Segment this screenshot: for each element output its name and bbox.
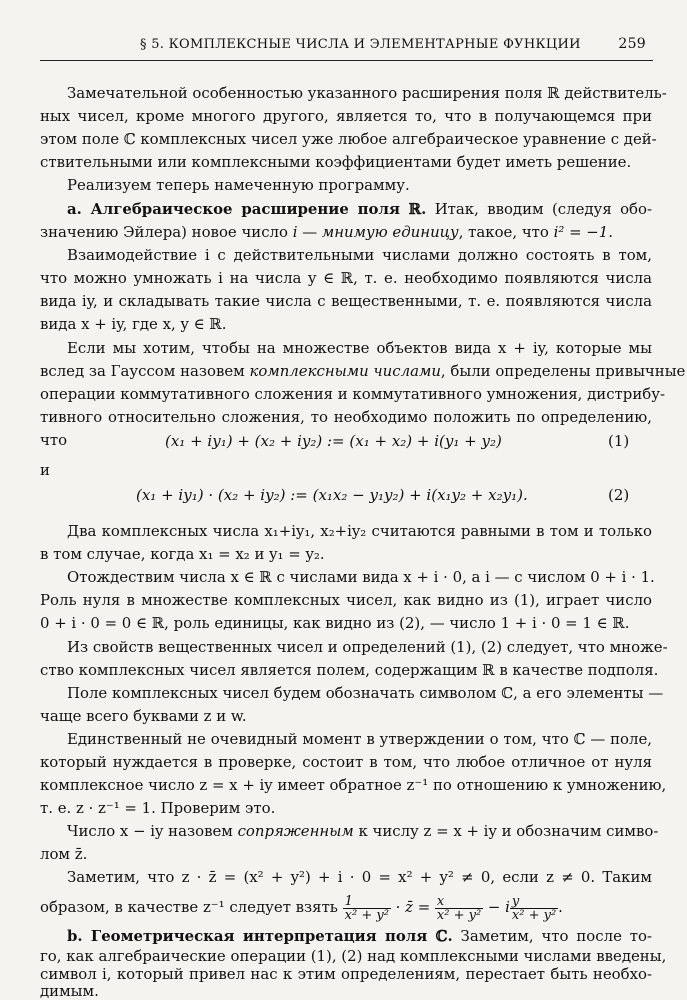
subsection-heading-a (67, 198, 652, 220)
math-span: i² = −1. (553, 223, 613, 241)
heading-bold: a. Алгебраическое расширение поля ℝ. (67, 200, 427, 218)
fraction-denominator: x² + y² (344, 907, 389, 923)
text-line: вида iy, и складывать такие числа с вещественными, т. е. появляются числа (40, 292, 652, 310)
text-line: димым. (40, 982, 99, 1000)
fraction-numerator: y (510, 895, 558, 909)
text-line: комплексное число z = x + iy имеет обратное z⁻¹ по отношению к умножению, (40, 776, 667, 794)
text-span: , такое, что (458, 223, 554, 241)
text-line: что можно умножать i на числа y ∈ ℝ, т. е. необходимо появляются числа (40, 269, 652, 287)
header-rule (40, 60, 653, 61)
section-title: § 5. КОМПЛЕКСНЫЕ ЧИСЛА И ЭЛЕМЕНТАРНЫЕ ФУНКЦИИ (140, 37, 581, 52)
text-line: Заметим, что z · z̄ = (x² + y²) + i · 0 = x² + y² ≠ 0, если z ≠ 0. Таким (67, 868, 652, 886)
heading-bold: b. Геометрическая интерпретация поля ℂ. (67, 927, 453, 945)
text-line: в том случае, когда x₁ = x₂ и y₁ = y₂. (40, 545, 325, 563)
text-line: что (40, 431, 68, 449)
text-span: . (558, 898, 563, 916)
text-line (40, 221, 652, 243)
fraction (343, 895, 391, 922)
text-span: значению Эйлера) новое число (40, 223, 293, 241)
text-line: тивного относительно сложения, то необходимо положить по определению, (40, 408, 652, 426)
text-line: и (40, 461, 50, 479)
text-line: Если мы хотим, чтобы на множестве объектов вида x + iy, которые мы (67, 339, 652, 357)
text-line: го, как алгебраические операции (1), (2) над комплексными числами введены, (40, 947, 667, 965)
text-line: Взаимодействие i с действительными числами должно состоять в том, (67, 246, 652, 264)
text-span: Число x − iy назовем (67, 822, 238, 840)
math-span: − i (483, 898, 510, 916)
text-line (67, 820, 659, 842)
text-line: Из свойств вещественных чисел и определений (1), (2) следует, что множе- (67, 638, 668, 656)
text-span: , были определены привычные (440, 362, 686, 380)
text-line: чаще всего буквами z и w. (40, 707, 247, 725)
fraction-numerator: 1 (343, 895, 391, 909)
text-line: вида x + iy, где x, y ∈ ℝ. (40, 315, 227, 333)
fraction-denominator: x² + y² (436, 907, 482, 923)
text-line: Поле комплексных чисел будем обозначать символом ℂ, а его элементы — (67, 684, 664, 702)
math-span: i (292, 223, 298, 241)
text-line (40, 360, 686, 382)
page-number: 259 (618, 36, 646, 52)
subsection-heading-b (67, 926, 652, 946)
fraction (510, 895, 558, 922)
equation-number-2: (2) (608, 486, 630, 504)
text-line: ствительными или комплексными коэффициентами будет иметь решение. (40, 153, 632, 171)
fraction-numerator: x (435, 895, 483, 909)
fraction-denominator: x² + y² (511, 907, 557, 923)
text-line: 0 + i · 0 = 0 ∈ ℝ, роль единицы, как видно из (2), — число 1 + i · 0 = 1 ∈ ℝ. (40, 614, 630, 632)
text-span: вслед за Гауссом назовем (40, 362, 250, 380)
equation-number-1: (1) (608, 432, 630, 450)
text-line: Роль нуля в множестве комплексных чисел, как видно из (1), играет число (40, 591, 652, 609)
text-line: Два комплексных числа x₁+iy₁, x₂+iy₂ считаются равными в том и только (67, 522, 652, 540)
fraction (435, 895, 483, 922)
text-line: Единственный не очевидный момент в утверждении о том, что ℂ — поле, (67, 730, 652, 748)
italic-term: комплексными числами (249, 362, 441, 380)
text-line: операции коммутативного сложения и коммутативного умножения, дистрибу- (40, 385, 666, 403)
text-span: образом, в качестве z⁻¹ следует взять (40, 898, 343, 916)
italic-term: сопряженным (237, 822, 354, 840)
text-line: лом z̄. (40, 845, 88, 863)
text-line-with-fractions (40, 893, 652, 922)
text-line: Замечательной особенностью указанного расширения поля ℝ действитель- (67, 84, 667, 102)
math-span: · z̄ = (390, 898, 435, 916)
text-line: который нуждается в проверке, состоит в том, что любое отличное от нуля (40, 753, 652, 771)
text-span: — (297, 223, 322, 241)
text-line: ных чисел, кроме многого другого, является то, что в получающемся при (40, 107, 652, 125)
text-line: Отождествим числа x ∈ ℝ с числами вида x + i · 0, а i — с числом 0 + i · 1. (67, 568, 655, 586)
text-span: к числу z = x + iy и обозначим симво- (353, 822, 659, 840)
equation-1: (x₁ + iy₁) + (x₂ + iy₂) := (x₁ + x₂) + i(y₁ + y₂) (165, 432, 502, 450)
italic-term: мнимую единицу (321, 223, 459, 241)
text-line: ство комплексных чисел является полем, содержащим ℝ в качестве подполя. (40, 661, 659, 679)
heading-rest: Заметим, что после то- (452, 927, 652, 945)
equation-2: (x₁ + iy₁) · (x₂ + iy₂) := (x₁x₂ − y₁y₂) + i(x₁y₂ + x₂y₁). (136, 486, 528, 504)
text-line: т. е. z · z⁻¹ = 1. Проверим это. (40, 799, 276, 817)
heading-rest: Итак, вводим (следуя обо- (426, 200, 653, 218)
text-line: символ i, который привел нас к этим определениям, перестает быть необхо- (40, 965, 652, 983)
text-line: этом поле ℂ комплексных чисел уже любое алгебраическое уравнение с дей- (40, 130, 657, 148)
text-line: Реализуем теперь намеченную программу. (67, 176, 410, 194)
